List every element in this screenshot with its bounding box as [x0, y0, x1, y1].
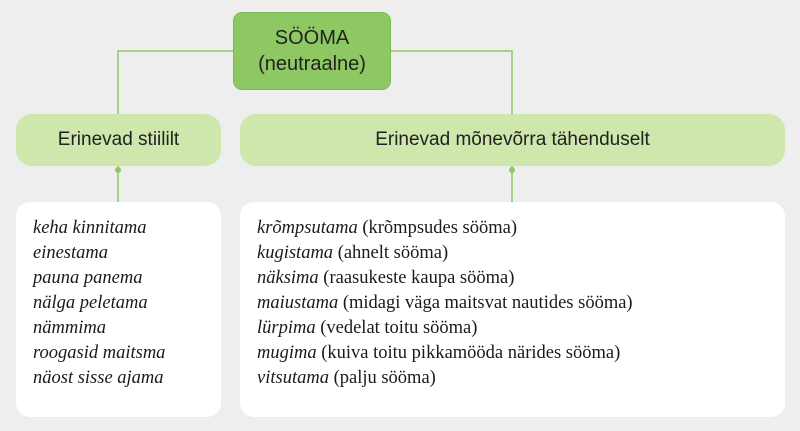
meaning-synonym-item [257, 216, 785, 241]
style-synonym-term: roogasid maitsma [33, 343, 166, 363]
style-synonym-term: nämmima [33, 318, 106, 338]
category-meaning-node [240, 114, 785, 166]
meaning-synonym-gloss: (midagi väga maitsvat nautides sööma) [342, 293, 633, 313]
meaning-synonym-gloss: (vedelat toitu sööma) [320, 318, 478, 338]
meaning-synonym-item [257, 291, 785, 316]
meaning-synonym-term: näksima [257, 268, 319, 288]
style-synonym-term: keha kinnitama [33, 218, 147, 238]
meaning-synonym-item [257, 241, 785, 266]
meaning-synonym-term: kugistama [257, 243, 334, 263]
connector-dot-right [509, 167, 515, 173]
meaning-synonym-item [257, 266, 785, 291]
meaning-synonym-gloss: (palju sööma) [333, 368, 436, 388]
style-synonym-item [33, 266, 221, 291]
meaning-synonym-term: vitsutama [257, 368, 329, 388]
meaning-synonym-gloss: (kuiva toitu pikkamööda närides sööma) [321, 343, 621, 363]
category-style-label: Erinevad stiililt [57, 129, 180, 150]
meaning-synonym-item [257, 366, 785, 391]
style-synonym-item [33, 366, 221, 391]
style-synonym-item [33, 216, 221, 241]
root-title: SÖÖMA [274, 27, 350, 49]
meaning-synonym-gloss: (ahnelt sööma) [337, 243, 449, 263]
style-synonym-item [33, 316, 221, 341]
category-meaning-label: Erinevad mõnevõrra tähenduselt [375, 129, 650, 150]
connector-dot-left [115, 167, 121, 173]
meaning-synonym-term: krõmpsutama [257, 218, 358, 238]
style-synonym-item [33, 341, 221, 366]
meaning-synonym-item [257, 316, 785, 341]
meaning-synonym-term: maiustama [257, 293, 339, 313]
style-synonym-term: einestama [33, 243, 109, 263]
style-synonym-term: pauna panema [33, 268, 143, 288]
style-synonym-item [33, 241, 221, 266]
meaning-synonym-term: lürpima [257, 318, 316, 338]
style-synonym-item [33, 291, 221, 316]
category-style-node [16, 114, 221, 166]
meaning-synonym-gloss: (raasukeste kaupa sööma) [323, 268, 515, 288]
connector-root-to-left [118, 51, 233, 114]
meaning-synonym-item [257, 341, 785, 366]
style-synonym-term: näost sisse ajama [33, 368, 164, 388]
style-synonyms-list [16, 202, 221, 417]
meaning-synonym-gloss: (krõmpsudes sööma) [362, 218, 518, 238]
meaning-synonyms-list [240, 202, 785, 417]
connector-root-to-right [391, 51, 512, 114]
style-synonym-term: nälga peletama [33, 293, 148, 313]
root-subtitle: (neutraalne) [258, 53, 366, 75]
meaning-synonym-term: mugima [257, 343, 317, 363]
root-node [233, 12, 391, 90]
